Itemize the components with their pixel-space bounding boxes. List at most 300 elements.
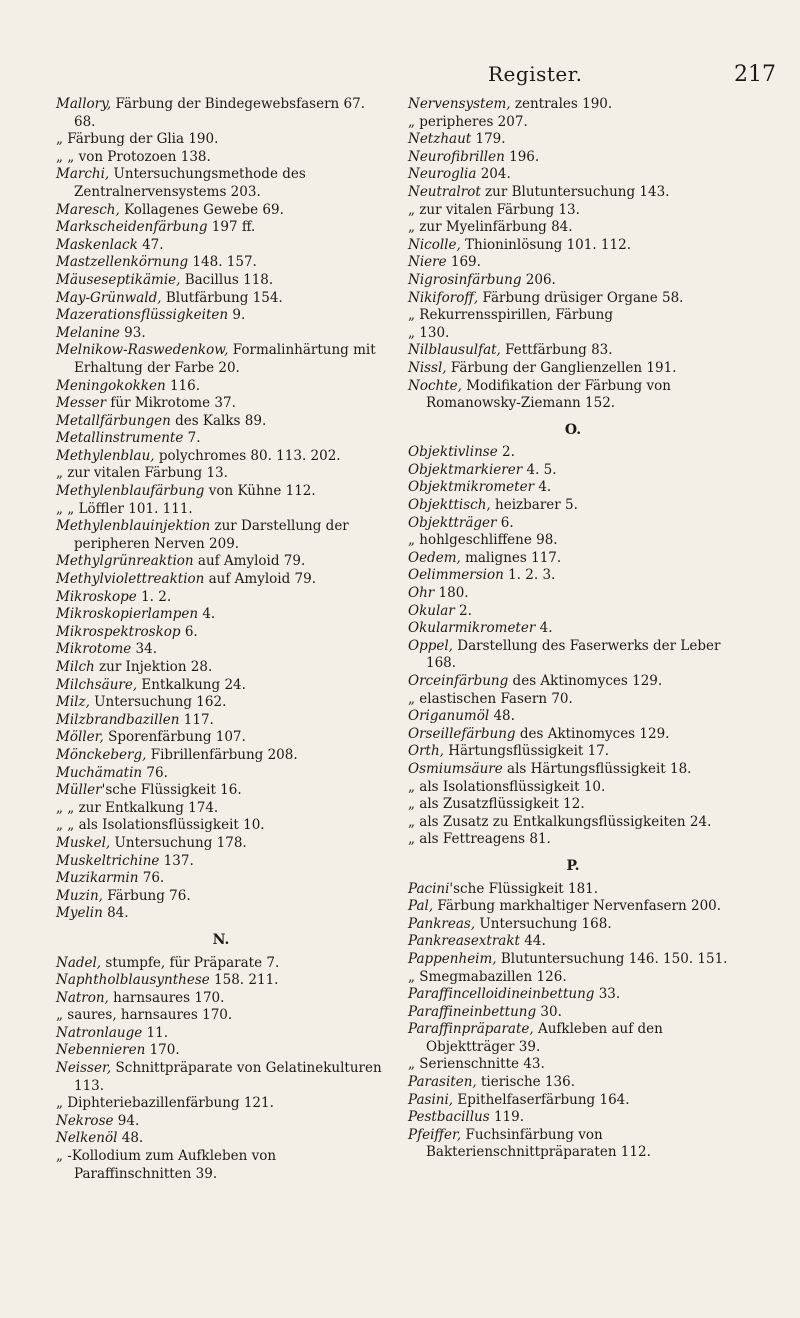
index-entry — [408, 1056, 738, 1074]
index-entry — [408, 237, 738, 255]
index-reference: „ peripheres 207. — [408, 113, 528, 130]
index-reference: „ Diphteriebazillenfärbung 121. — [56, 1095, 274, 1112]
index-reference: „ Färbung der Glia 190. — [56, 131, 219, 148]
index-reference: 48. — [117, 1130, 144, 1147]
index-entry — [408, 1109, 738, 1127]
index-entry — [56, 747, 386, 765]
index-entry — [56, 149, 386, 167]
index-entry — [408, 149, 738, 167]
index-reference: polychromes 80. 113. 202. — [154, 447, 341, 464]
index-entry — [56, 782, 386, 800]
index-entry — [408, 307, 738, 325]
running-title: Register. — [488, 62, 583, 86]
index-term: Methylenblau, — [56, 447, 155, 464]
index-entry — [56, 765, 386, 783]
index-reference: Härtungsflüssigkeit 17. — [443, 743, 610, 760]
index-reference: zentrales 190. — [510, 96, 613, 112]
index-reference: Aufkleben auf den Objektträger 39. — [426, 1021, 663, 1055]
index-reference: 2. — [454, 602, 472, 619]
section-letter: P. — [566, 857, 580, 874]
index-entry — [56, 1042, 386, 1060]
index-reference: 'sche Flüssigkeit 16. — [101, 782, 242, 799]
index-entry — [56, 448, 386, 466]
index-entry — [56, 307, 386, 325]
index-reference: 116. — [165, 377, 201, 394]
index-reference: Färbung drüsiger Organe 58. — [478, 289, 684, 306]
index-entry — [408, 479, 738, 497]
index-term: Muzin, — [56, 887, 103, 904]
index-term: Markscheidenfärbung — [56, 219, 208, 236]
index-entry — [408, 691, 738, 709]
index-reference: 4. — [535, 620, 553, 637]
index-reference: 76. — [142, 764, 168, 781]
index-reference: 9. — [228, 307, 246, 324]
index-reference: „ zur vitalen Färbung 13. — [408, 201, 580, 218]
index-entry — [408, 96, 738, 114]
index-entry — [56, 817, 386, 835]
index-reference: „ als Fettreagens 81. — [408, 831, 551, 848]
index-reference: 170. — [145, 1042, 180, 1059]
index-entry — [408, 743, 738, 761]
index-entry — [408, 254, 738, 272]
index-reference: 'sche Flüssigkeit 181. — [449, 880, 599, 897]
index-reference: Entkalkung 24. — [137, 676, 246, 693]
index-entry — [56, 571, 386, 589]
index-entry — [56, 888, 386, 906]
index-reference: für Mikrotome 37. — [106, 395, 236, 412]
index-entry — [56, 325, 386, 343]
index-term: Orceinfärbung — [408, 673, 509, 689]
section-letter: O. — [564, 421, 582, 438]
index-entry — [408, 761, 738, 779]
index-term: Nissl, — [408, 359, 447, 376]
index-term: Pestbacillus — [408, 1109, 490, 1126]
index-reference: „ „ als Isolationsflüssigkeit 10. — [56, 817, 265, 834]
index-entry — [56, 853, 386, 871]
index-entry — [408, 969, 738, 987]
index-reference: „ -Kollodium zum Aufkleben von Paraffinschnitten 39. — [56, 1148, 277, 1182]
index-term: Myelin — [56, 905, 103, 922]
index-reference: „ als Zusatz zu Entkalkungsflüssigkeiten 24. — [408, 813, 712, 830]
index-entry — [56, 835, 386, 853]
index-entry — [408, 951, 738, 969]
index-entry — [408, 378, 738, 413]
index-term: Pacini — [408, 880, 450, 897]
index-entry — [408, 550, 738, 568]
index-reference: Fettfärbung 83. — [500, 342, 613, 359]
index-entry — [408, 114, 738, 132]
index-entry — [56, 413, 386, 431]
index-entry — [408, 620, 738, 638]
index-reference: 34. — [131, 641, 158, 658]
index-reference: „ Smegmabazillen 126. — [408, 968, 567, 985]
index-entry — [408, 603, 738, 621]
index-reference: 180. — [434, 585, 469, 602]
index-entry — [56, 395, 386, 413]
index-entry — [56, 342, 386, 377]
index-entry — [408, 831, 738, 849]
index-term: Neuroglia — [408, 166, 477, 183]
index-entry — [56, 589, 386, 607]
index-column-right — [408, 96, 738, 1162]
index-entry — [56, 202, 386, 220]
index-entry — [408, 532, 738, 550]
index-entry — [408, 166, 738, 184]
index-term: Objekttisch, — [408, 497, 491, 514]
index-term: Okularmikrometer — [408, 620, 536, 637]
index-term: Orseillefärbung — [408, 725, 516, 742]
index-reference: „ Rekurrensspirillen, Färbung — [408, 307, 614, 324]
index-term: Metallfärbungen — [56, 412, 171, 429]
index-entry — [408, 342, 738, 360]
index-entry — [408, 1074, 738, 1092]
index-reference: 179. — [471, 131, 506, 148]
index-term: Mazerationsflüssigkeiten — [56, 307, 229, 324]
index-term: Messer — [56, 395, 107, 412]
index-reference: Färbung der Ganglienzellen 191. — [446, 359, 677, 376]
index-entry — [408, 515, 738, 533]
index-reference: 93. — [119, 324, 146, 341]
index-reference: 2. — [497, 444, 515, 461]
index-reference: „ hohlgeschliffene 98. — [408, 532, 558, 549]
index-reference: Fibrillenfärbung 208. — [146, 746, 298, 763]
index-reference: 1. 2. — [136, 588, 172, 605]
index-reference: 6. — [180, 623, 198, 640]
index-reference: 196. — [504, 148, 540, 165]
index-entry — [408, 272, 738, 290]
index-term: Muskel, — [56, 834, 111, 851]
index-entry — [56, 237, 386, 255]
index-entry — [408, 933, 738, 951]
index-term: Neisser, — [56, 1060, 112, 1077]
index-term: Pfeiffer, — [408, 1126, 462, 1143]
index-entry — [408, 219, 738, 237]
index-entry — [56, 430, 386, 448]
index-entry — [56, 1060, 386, 1095]
index-entry — [408, 585, 738, 603]
index-entry — [56, 677, 386, 695]
index-term: Nekrose — [56, 1112, 114, 1129]
index-term: May-Grünwald, — [56, 289, 162, 306]
index-reference: 197 ff. — [207, 219, 256, 236]
index-term: Methylgrünreaktion — [56, 553, 194, 570]
index-entry — [408, 1021, 738, 1056]
index-entry — [408, 898, 738, 916]
index-reference: Schnittpräparate von Gelatinekulturen 113. — [74, 1060, 382, 1094]
index-term: Mikrotome — [56, 641, 132, 658]
index-term: Nilblausulfat, — [408, 342, 501, 359]
index-entry — [408, 202, 738, 220]
index-term: Mallory, — [56, 96, 112, 112]
index-term: Nikiforoff, — [408, 289, 479, 306]
index-entry — [408, 325, 738, 343]
index-reference: 7. — [183, 430, 201, 447]
index-reference: „ als Isolationsflüssigkeit 10. — [408, 778, 606, 795]
index-term: Neurofibrillen — [408, 148, 505, 165]
index-reference: Untersuchung 178. — [110, 834, 247, 851]
index-reference: von Kühne 112. — [204, 483, 316, 500]
index-entry — [56, 800, 386, 818]
index-entry — [56, 290, 386, 308]
index-entry — [56, 501, 386, 519]
page-number: 217 — [734, 62, 776, 87]
index-term: Mastzellenkörnung — [56, 254, 189, 271]
index-term: Neutralrot — [408, 183, 481, 200]
index-reference: als Härtungsflüssigkeit 18. — [502, 760, 692, 777]
index-reference: 48. — [489, 708, 515, 725]
index-reference: zur Injektion 28. — [94, 659, 213, 675]
index-term: Pankreas, — [408, 915, 476, 932]
index-reference: 148. 157. — [188, 254, 257, 271]
index-entry — [56, 712, 386, 730]
index-term: Objektmikrometer — [408, 479, 535, 496]
index-reference: Kollagenes Gewebe 69. — [119, 201, 284, 218]
index-entry — [56, 1130, 386, 1148]
index-term: Muskeltrichine — [56, 852, 160, 869]
index-reference: 33. — [594, 986, 621, 1003]
index-reference: Modifikation der Färbung von Romanowsky-Ziemann 152. — [426, 377, 671, 412]
index-entry — [408, 881, 738, 899]
index-term: Niere — [408, 254, 447, 271]
index-reference: Fuchsinfärbung von Bakterienschnittpräparaten 112. — [426, 1126, 651, 1161]
index-entry — [56, 624, 386, 642]
index-term: Milch — [56, 659, 95, 675]
index-entry — [56, 641, 386, 659]
index-entry — [56, 254, 386, 272]
index-term: Okular — [408, 602, 455, 619]
index-reference: Thioninlösung 101. 112. — [460, 236, 631, 253]
index-entry — [56, 518, 386, 553]
index-term: Muchämatin — [56, 764, 143, 781]
index-term: Milchsäure, — [56, 676, 138, 693]
index-term: Nadel, — [56, 954, 102, 971]
index-entry — [408, 1092, 738, 1110]
index-entry — [408, 497, 738, 515]
index-reference: 76. — [138, 870, 165, 887]
index-reference: 47. — [137, 236, 164, 253]
index-reference: Sporenfärbung 107. — [103, 729, 246, 746]
index-term: Methylenblaufärbung — [56, 483, 205, 500]
index-reference: Untersuchung 168. — [475, 915, 612, 932]
index-entry — [56, 219, 386, 237]
index-entry — [56, 694, 386, 712]
index-entry — [408, 673, 738, 691]
index-reference: Blutfärbung 154. — [161, 289, 283, 306]
index-entry — [56, 131, 386, 149]
index-term: Nervensystem, — [408, 96, 511, 112]
index-entry — [56, 729, 386, 747]
index-term: Milz, — [56, 694, 90, 711]
index-entry — [408, 131, 738, 149]
index-reference: Färbung der Bindegewebsfasern 67. 68. — [74, 96, 365, 130]
index-term: Oelimmersion — [408, 567, 504, 584]
index-term: Nicolle, — [408, 236, 461, 253]
index-term: Paraffinpräparate, — [408, 1021, 534, 1038]
index-term: Methylenblauinjektion — [56, 518, 211, 535]
index-entry — [408, 986, 738, 1004]
index-reference: malignes 117. — [460, 549, 562, 566]
index-reference: „ „ von Protozoen 138. — [56, 148, 211, 165]
index-reference: „ „ zur Entkalkung 174. — [56, 799, 219, 816]
index-entry — [56, 553, 386, 571]
index-reference: 84. — [102, 905, 129, 922]
index-term: Naphtholblausynthese — [56, 972, 210, 989]
index-reference: 44. — [519, 933, 546, 950]
index-term: Möller, — [56, 729, 104, 746]
index-term: Pankreasextrakt — [408, 933, 520, 950]
index-entry — [408, 779, 738, 797]
index-entry — [408, 360, 738, 378]
index-reference: „ saures, harnsaures 170. — [56, 1007, 233, 1024]
index-term: Mikrospektroskop — [56, 623, 181, 640]
index-term: Pappenheim, — [408, 950, 497, 967]
index-entry — [56, 96, 386, 131]
index-reference: harnsaures 170. — [108, 989, 225, 1006]
index-entry — [56, 905, 386, 923]
index-term: Melanine — [56, 324, 120, 341]
index-reference: „ zur vitalen Färbung 13. — [56, 465, 228, 482]
index-term: Orth, — [408, 743, 444, 760]
index-term: Nelkenöl — [56, 1130, 118, 1147]
index-term: Mönckeberg, — [56, 746, 147, 763]
index-reference: 119. — [489, 1109, 525, 1126]
index-reference: heizbarer 5. — [490, 497, 578, 514]
index-entry — [408, 184, 738, 202]
index-term: Maresch, — [56, 201, 120, 218]
index-reference: „ zur Myelinfärbung 84. — [408, 219, 573, 236]
index-reference: zur Darstellung der peripheren Nerven 209. — [74, 518, 349, 552]
index-term: Paraffincelloidineinbettung — [408, 986, 595, 1003]
index-term: Origanumöl — [408, 708, 490, 725]
index-entry — [408, 567, 738, 585]
index-entry — [56, 659, 386, 677]
index-reference: Untersuchung 162. — [89, 694, 227, 711]
index-term: Parasiten, — [408, 1074, 477, 1091]
index-entry — [408, 1127, 738, 1162]
index-entry — [408, 814, 738, 832]
index-entry — [408, 290, 738, 308]
index-term: Pasini, — [408, 1091, 454, 1108]
index-column-left — [56, 96, 386, 1183]
index-reference: Untersuchungsmethode des Zentralnervensystems 203. — [74, 166, 306, 200]
index-term: Maskenlack — [56, 236, 138, 253]
index-reference: „ 130. — [408, 324, 450, 341]
index-term: Marchi, — [56, 166, 110, 183]
index-reference: 117. — [179, 711, 214, 728]
index-reference: 169. — [446, 254, 481, 271]
index-term: Objektmarkierer — [408, 461, 523, 478]
index-term: Methylviolettreaktion — [56, 571, 205, 588]
index-reference: stumpfe, für Präparate 7. — [101, 954, 280, 971]
index-reference: des Kalks 89. — [170, 412, 267, 429]
index-entry — [408, 796, 738, 814]
index-entry — [56, 1148, 386, 1183]
index-term: Nochte, — [408, 377, 462, 394]
index-entry — [56, 483, 386, 501]
index-reference: 94. — [113, 1112, 140, 1129]
index-reference: des Aktinomyces 129. — [515, 725, 670, 742]
index-term: Oppel, — [408, 637, 453, 654]
index-reference: 30. — [536, 1003, 562, 1020]
index-entry — [408, 462, 738, 480]
index-term: Milzbrandbazillen — [56, 711, 180, 728]
index-term: Natron, — [56, 989, 109, 1006]
index-term: Oedem, — [408, 549, 461, 566]
index-term: Pal, — [408, 898, 434, 915]
index-term: Objektträger — [408, 514, 497, 531]
index-term: Mikroskope — [56, 588, 137, 605]
section-letter: N. — [212, 931, 230, 948]
index-entry — [408, 638, 738, 673]
index-entry — [56, 272, 386, 290]
index-reference: „ als Zusatzflüssigkeit 12. — [408, 796, 585, 813]
index-entry — [56, 378, 386, 396]
index-reference: „ Serienschnitte 43. — [408, 1056, 545, 1073]
index-reference: Bacillus 118. — [180, 271, 274, 288]
index-entry — [56, 606, 386, 624]
index-reference: Blutuntersuchung 146. 150. 151. — [496, 950, 728, 967]
index-reference: Epithelfaserfärbung 164. — [453, 1091, 630, 1108]
index-reference: „ elastischen Fasern 70. — [408, 690, 573, 707]
index-entry — [408, 444, 738, 462]
index-entry — [56, 1007, 386, 1025]
index-reference: Formalinhärtung mit Erhaltung der Farbe 20. — [74, 342, 376, 376]
index-entry — [56, 870, 386, 888]
index-reference: „ „ Löffler 101. 111. — [56, 500, 193, 517]
index-term: Osmiumsäure — [408, 760, 503, 777]
index-reference: 4. 5. — [522, 461, 557, 478]
index-reference: tierische 136. — [476, 1074, 576, 1091]
index-reference: 4. — [198, 606, 216, 623]
index-term: Objektivlinse — [408, 444, 498, 461]
index-entry — [56, 1025, 386, 1043]
index-term: Netzhaut — [408, 131, 472, 148]
index-entry — [56, 166, 386, 201]
index-term: Meningokokken — [56, 377, 166, 394]
index-entry — [408, 726, 738, 744]
index-term: Ohr — [408, 585, 435, 602]
index-reference: 206. — [521, 271, 556, 288]
index-term: Metallinstrumente — [56, 430, 184, 447]
index-term: Mikroskopierlampen — [56, 606, 199, 623]
index-term: Muzikarmin — [56, 870, 139, 887]
index-reference: 4. — [534, 479, 552, 496]
index-reference: 204. — [476, 166, 511, 183]
index-entry — [408, 916, 738, 934]
index-term: Nigrosinfärbung — [408, 271, 522, 288]
index-term: Melnikow-Raswedenkow, — [56, 342, 229, 359]
index-reference: Darstellung des Faserwerks der Leber 168. — [426, 637, 721, 672]
index-reference: 158. 211. — [209, 972, 279, 989]
index-reference: 6. — [496, 514, 514, 531]
page-header — [0, 62, 800, 92]
index-entry — [56, 1095, 386, 1113]
index-reference: 1. 2. 3. — [503, 567, 556, 584]
index-entry — [56, 972, 386, 990]
index-term: Nebennieren — [56, 1042, 146, 1059]
index-entry — [56, 465, 386, 483]
index-entry — [56, 1113, 386, 1131]
index-entry — [408, 1004, 738, 1022]
index-term: Paraffineinbettung — [408, 1003, 537, 1020]
index-reference: Färbung markhaltiger Nervenfasern 200. — [433, 898, 722, 915]
index-entry — [408, 708, 738, 726]
index-term: Natronlauge — [56, 1024, 143, 1041]
index-entry — [56, 955, 386, 973]
index-reference: auf Amyloid 79. — [193, 553, 306, 570]
index-reference: 11. — [142, 1024, 169, 1041]
index-reference: zur Blutuntersuchung 143. — [480, 183, 670, 200]
